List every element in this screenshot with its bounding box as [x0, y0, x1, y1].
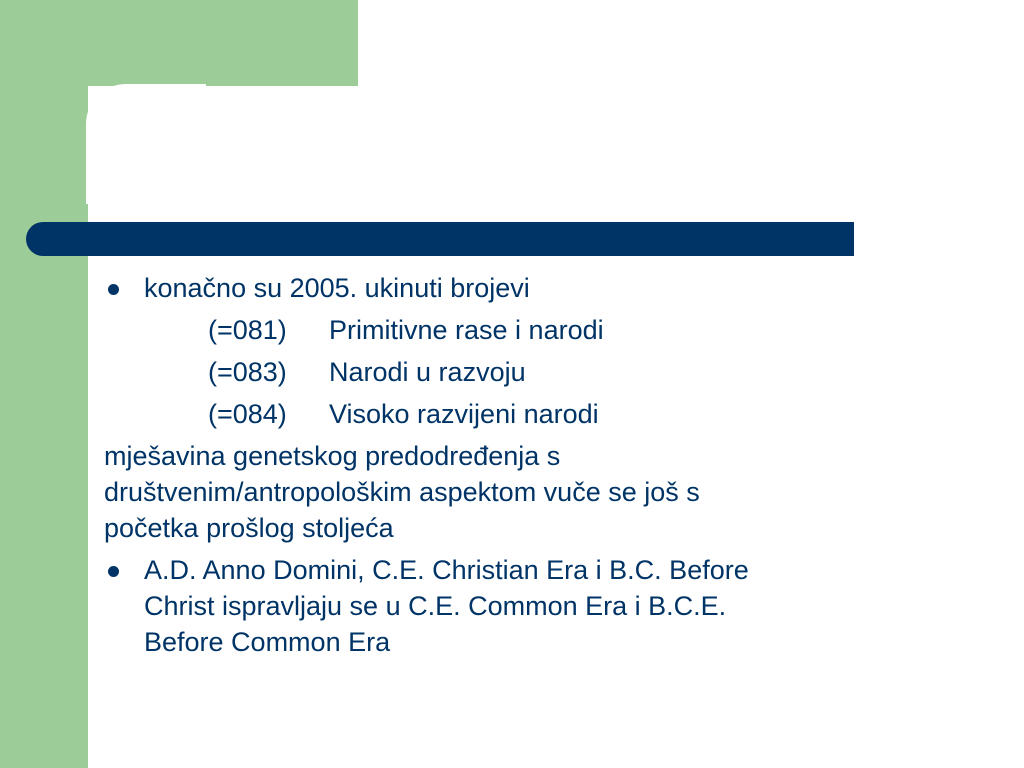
- green-top-band: [0, 0, 358, 86]
- green-side-band: [0, 0, 88, 768]
- bullet-line: Christ ispravljaju se u C.E. Common Era i B.C.E.: [144, 591, 727, 621]
- code-label: Primitivne rase i narodi: [329, 315, 604, 345]
- code-item: [104, 354, 964, 390]
- code-number: (=081): [208, 315, 287, 345]
- bullet-line: Before Common Era: [144, 627, 391, 657]
- code-label: Narodi u razvoju: [329, 357, 526, 387]
- title-bar: [26, 222, 854, 256]
- code-item: [104, 312, 964, 348]
- bullet-text: konačno su 2005. ukinuti brojevi: [144, 273, 530, 303]
- paragraph-line: društvenim/antropološkim aspektom vuče se još s: [104, 477, 700, 507]
- bullet-item: [104, 270, 964, 306]
- bullet-dot-icon: [108, 566, 119, 577]
- slide-content: [104, 270, 964, 660]
- code-item: [104, 396, 964, 432]
- bullet-dot-icon: [108, 284, 119, 295]
- bullet-item: [104, 552, 964, 660]
- code-label: Visoko razvijeni narodi: [329, 399, 599, 429]
- rounded-corner: [86, 84, 206, 204]
- bullet-line: A.D. Anno Domini, C.E. Christian Era i B.C. Before: [144, 555, 749, 585]
- code-number: (=083): [208, 357, 287, 387]
- paragraph-line: početka prošlog stoljeća: [104, 513, 394, 543]
- code-number: (=084): [208, 399, 287, 429]
- paragraph: [104, 438, 964, 546]
- paragraph-line: mješavina genetskog predodređenja s: [104, 441, 561, 471]
